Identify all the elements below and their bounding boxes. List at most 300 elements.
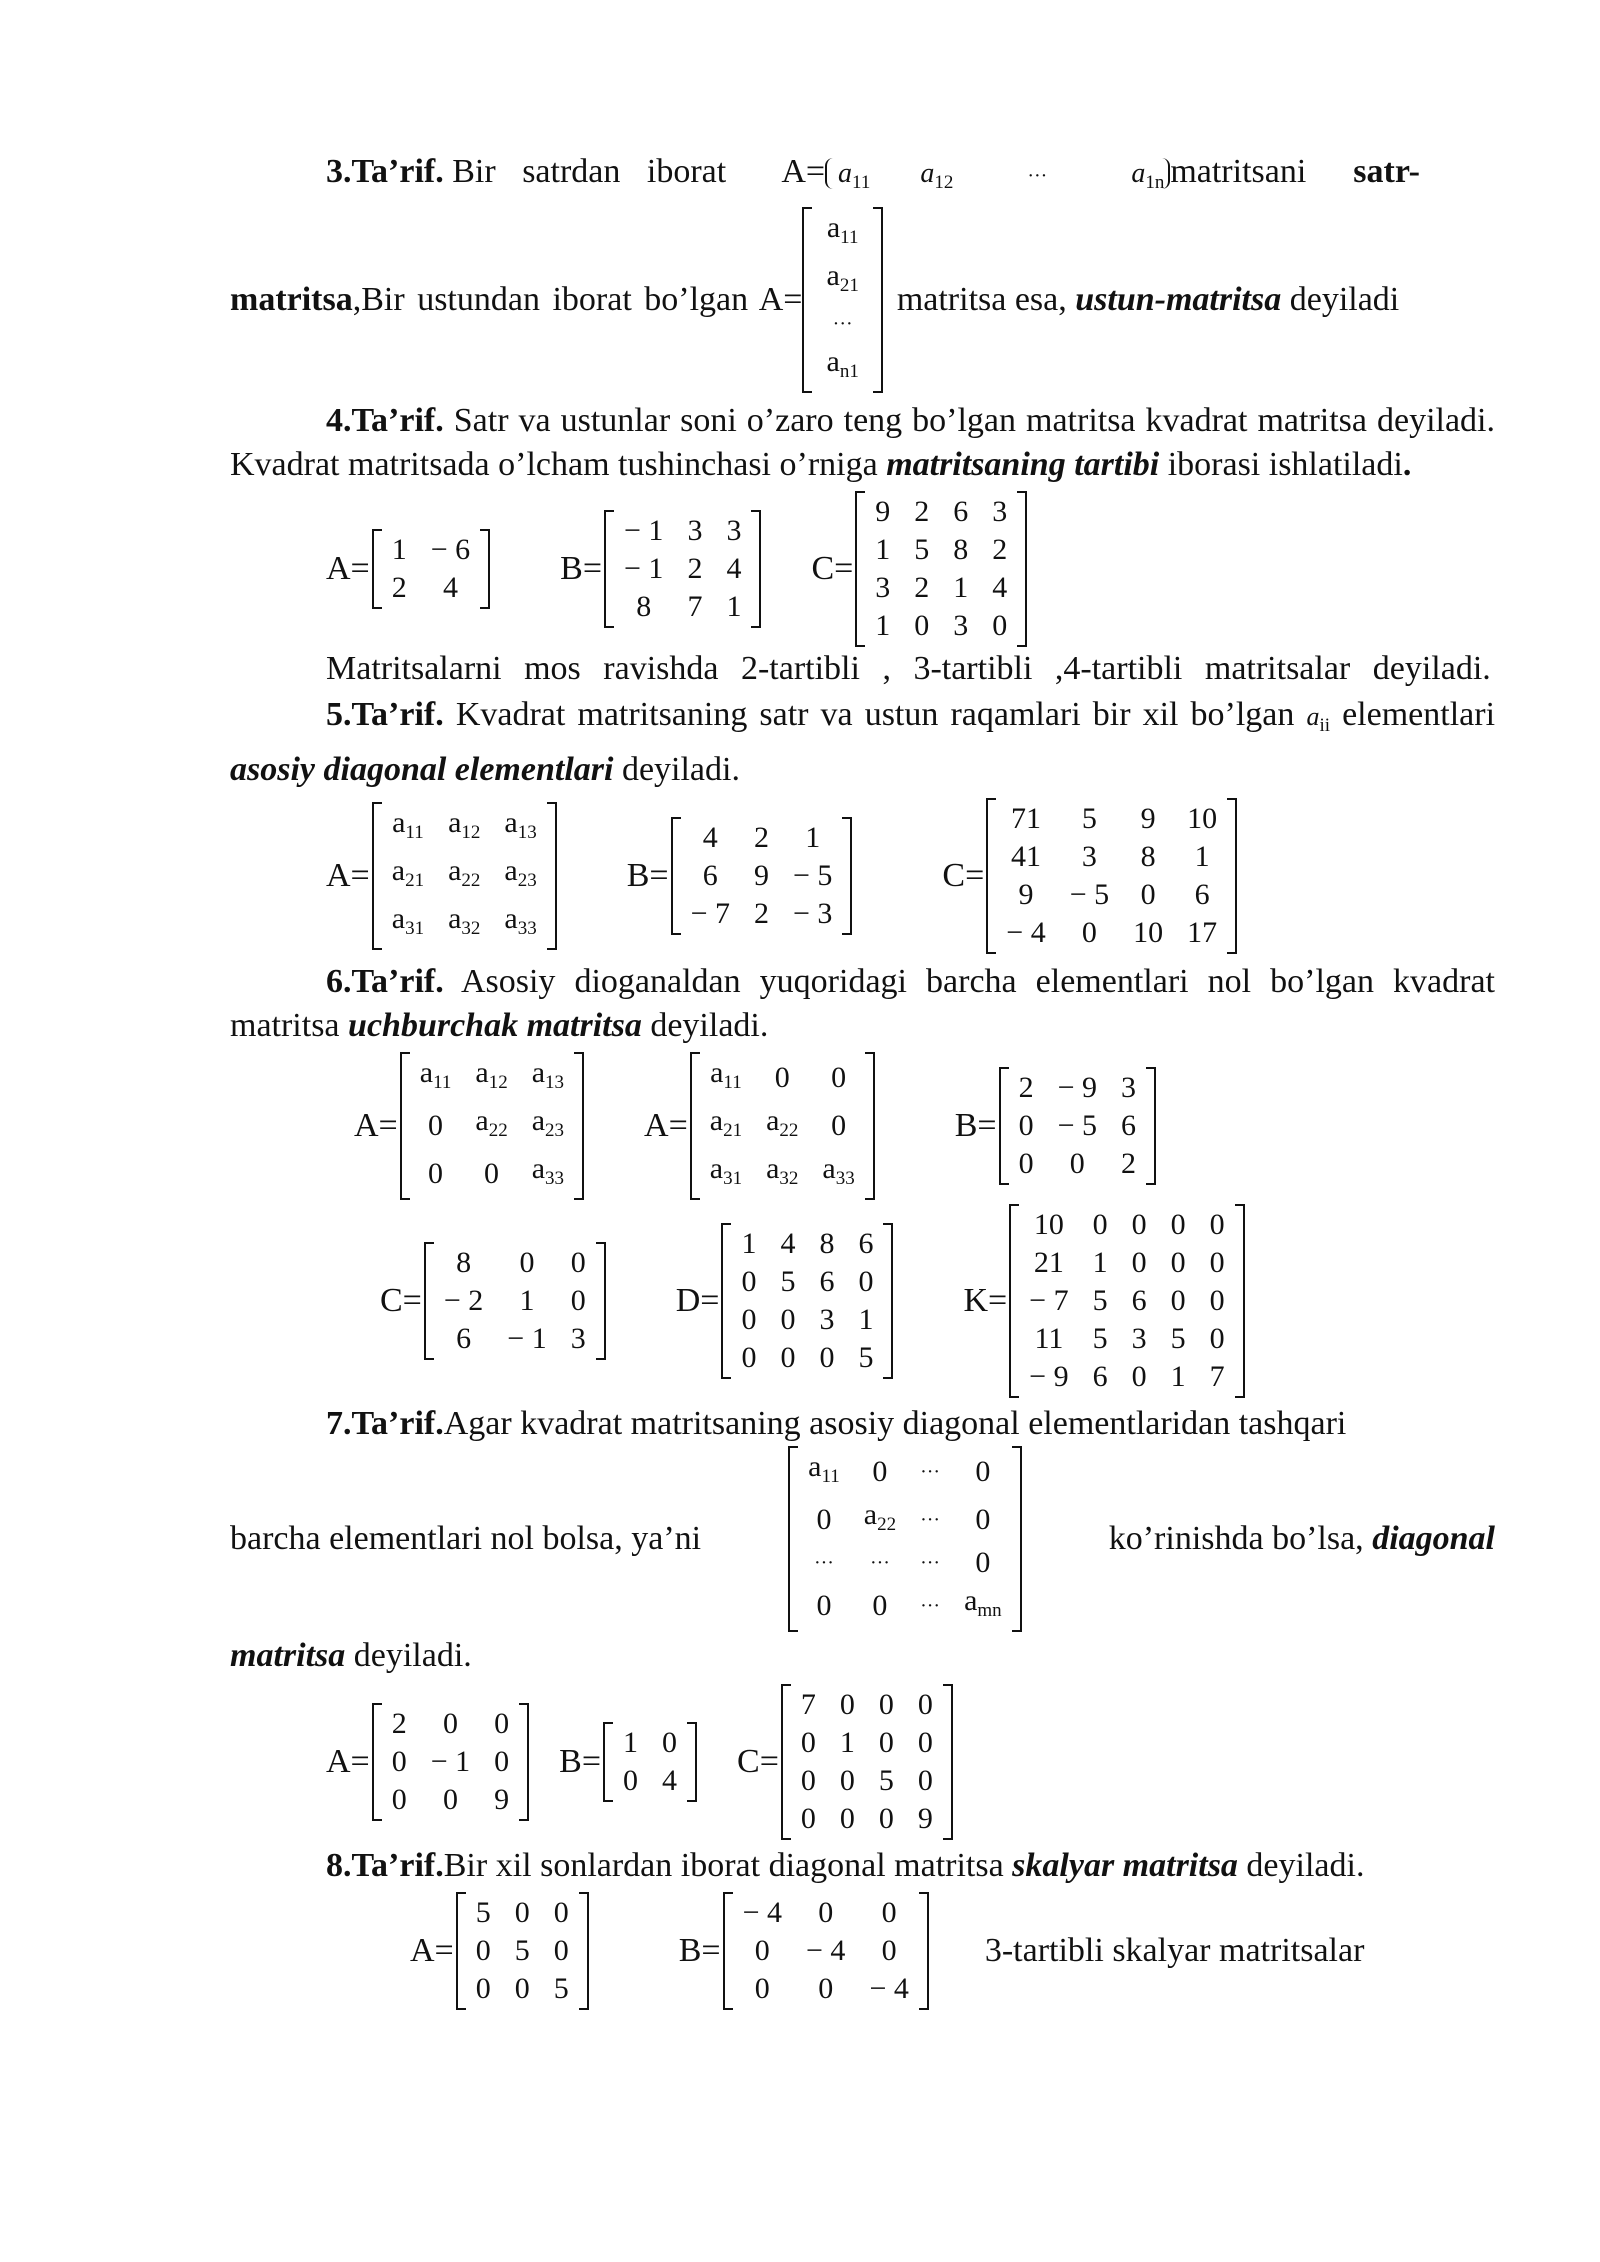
- matrix-B: [955, 1067, 1156, 1185]
- matrix-row: [611, 1724, 689, 1762]
- matrix-row: [796, 1496, 1014, 1544]
- definition-7-heading: 7.Ta’rif.: [326, 1405, 444, 1442]
- definition-3-term-rest: matritsa: [230, 281, 353, 318]
- matrix-cell: 6: [858, 1227, 874, 1260]
- matrix-row: [789, 1762, 945, 1800]
- matrix-cell: − 2: [443, 1284, 484, 1317]
- matrix-row: [1017, 1206, 1236, 1244]
- matrix-cell: 7: [687, 590, 703, 623]
- definition-7-examples: [326, 1684, 1495, 1840]
- matrix-cell: 1: [519, 1284, 535, 1317]
- definition-4-text: Satr va ustunlar soni o’zaro teng bo’lgan matritsa kvadrat matritsa deyiladi. Kvadrat matritsada o’lcham tushinchasi o’rniga: [230, 402, 1496, 483]
- matrix-cell: 2: [1018, 1071, 1034, 1104]
- matrix-C: [380, 1242, 606, 1360]
- definition-7-term: diagonal: [1372, 1520, 1495, 1557]
- matrix-body: [1017, 1206, 1236, 1396]
- definition-3-text: matritsani: [1170, 153, 1307, 190]
- matrix-row: [731, 1970, 921, 2008]
- matrix-cell: 3: [687, 514, 703, 547]
- definition-7-text: Agar kvadrat matritsaning asosiy diagonal elementlaridan tashqari: [443, 1405, 1347, 1442]
- matrix-cell: 6: [702, 859, 718, 892]
- matrix-row: [380, 1705, 521, 1743]
- matrix-cell: − 9: [1057, 1071, 1098, 1104]
- matrix-cell: $a_{22}$: [475, 1104, 508, 1141]
- matrix-body: [612, 512, 753, 626]
- matrix-cell: 6: [953, 495, 969, 528]
- matrix-body: [679, 819, 845, 933]
- matrix-row: [380, 900, 549, 948]
- matrix-cell: − 4: [806, 1934, 846, 1967]
- definition-7-text: deyiladi.: [353, 1637, 472, 1674]
- matrix-cell: 0: [818, 1896, 834, 1929]
- matrix-cell: $a_{11}$: [710, 1056, 742, 1093]
- matrix-row: [679, 819, 845, 857]
- matrix-cell: $a_{23}$: [531, 1104, 565, 1141]
- matrix-cell: 6: [819, 1265, 835, 1298]
- matrix-cell: 1: [623, 1726, 639, 1759]
- matrix-cell: 1: [391, 533, 407, 566]
- matrix-cell: 0: [839, 1764, 855, 1797]
- matrix-cell: $a_{23}$: [504, 854, 537, 891]
- matrix-row: [1017, 1358, 1236, 1396]
- definition-5-text: deyiladi.: [621, 751, 740, 788]
- matrix-A-lower: [644, 1052, 875, 1200]
- matrix-brackets: [372, 802, 557, 950]
- matrix-cell: 0: [570, 1284, 586, 1317]
- matrix-body: [1007, 1069, 1148, 1183]
- definition-6-examples-2: [380, 1204, 1495, 1398]
- matrix-cell: 0: [514, 1972, 530, 2005]
- matrix-cell: 0: [917, 1764, 933, 1797]
- matrix-cell: 0: [391, 1745, 407, 1778]
- matrix-row: [789, 1686, 945, 1724]
- matrix-cell: 0: [878, 1802, 894, 1835]
- matrix-cell: 0: [1140, 878, 1156, 911]
- matrix-A: [326, 1703, 529, 1821]
- matrix-cell: $a_{12}$: [448, 806, 481, 843]
- matrix-cell: ···: [920, 1509, 941, 1531]
- matrix-cell: − 3: [793, 897, 833, 930]
- definition-6-heading: 6.Ta’rif.: [326, 963, 444, 1000]
- matrix-cell: 0: [914, 609, 930, 642]
- matrix-row: [729, 1301, 885, 1339]
- definition-7-tail: [1109, 1517, 1495, 1561]
- definition-3-term: satr-: [1353, 153, 1421, 190]
- definition-8-term: skalyar matritsa: [1012, 1847, 1238, 1884]
- matrix-cell: $a_{33}$: [504, 902, 537, 939]
- matrix-body: [994, 800, 1229, 952]
- matrix-cell: 21: [1033, 1246, 1064, 1279]
- matrix-A: [326, 529, 490, 609]
- matrix-cell: 0: [514, 1896, 530, 1929]
- matrix-cell: 3: [819, 1303, 835, 1336]
- matrix-cell: 1: [875, 609, 891, 642]
- matrix-cell: $a_{13}$: [504, 806, 537, 843]
- matrix-label: B=: [559, 1743, 602, 1780]
- matrix-row: [612, 512, 753, 550]
- matrix-cell: 0: [839, 1802, 855, 1835]
- matrix-cell: 2: [914, 495, 930, 528]
- matrix-cell: 0: [1209, 1208, 1225, 1241]
- matrix-row: [729, 1225, 885, 1263]
- definition-5-examples: [326, 798, 1495, 954]
- definition-5-heading: 5.Ta’rif.: [326, 696, 444, 733]
- column-matrix-el: ···: [832, 313, 853, 335]
- matrix-label: C=: [380, 1282, 422, 1319]
- matrix-label: B=: [954, 1107, 997, 1144]
- definition-6-examples-1: [354, 1052, 1495, 1200]
- matrix-row: [729, 1339, 885, 1377]
- column-matrix-el: $a_{21}$: [826, 259, 859, 296]
- matrix-cell: 4: [442, 571, 458, 604]
- definition-3-line2: [230, 207, 1495, 393]
- matrix-row: [432, 1320, 598, 1358]
- matrix-cell: 0: [881, 1934, 897, 1967]
- matrix-cell: − 6: [430, 533, 471, 566]
- matrix-cell: 0: [741, 1303, 757, 1336]
- matrix-cell: 0: [741, 1265, 757, 1298]
- matrix-A-upper: [354, 1052, 584, 1200]
- matrix-cell: 2: [687, 552, 703, 585]
- matrix-cell: 4: [992, 571, 1008, 604]
- definition-5-text: Kvadrat matritsaning satr va ustun raqamlari bir xil bo’lgan: [455, 696, 1295, 733]
- matrix-cell: $a_{33}$: [822, 1152, 855, 1189]
- matrix-cell: $a_{33}$: [531, 1152, 565, 1189]
- definition-7-paragraph: [230, 1402, 1495, 1446]
- matrix-cell: 0: [754, 1934, 770, 1967]
- matrix-brackets: [855, 491, 1027, 647]
- matrix-cell: 0: [780, 1341, 796, 1374]
- matrix-D: [676, 1223, 894, 1379]
- matrix-cell: 2: [992, 533, 1008, 566]
- matrix-cell: 0: [1081, 916, 1097, 949]
- matrix-brackets: [788, 1446, 1022, 1632]
- matrix-cell: ···: [920, 1461, 941, 1483]
- definition-8-text: deyiladi.: [1246, 1847, 1365, 1884]
- matrix-row: [1017, 1282, 1236, 1320]
- matrix-cell: 4: [662, 1764, 678, 1797]
- matrix-cell: 0: [741, 1341, 757, 1374]
- matrix-cell: 0: [878, 1726, 894, 1759]
- matrix-cell: 0: [475, 1972, 491, 2005]
- matrix-cell: 1: [875, 533, 891, 566]
- row-matrix-el: $a_{11}$: [838, 158, 871, 193]
- matrix-cell: 0: [1018, 1147, 1034, 1180]
- matrix-cell: 0: [1131, 1360, 1147, 1393]
- matrix-cell: 0: [839, 1688, 855, 1721]
- matrix-cell: 0: [878, 1688, 894, 1721]
- row-matrix: [825, 158, 1170, 193]
- matrix-brackets: [671, 817, 853, 935]
- matrix-cell: ···: [813, 1552, 834, 1574]
- matrix-row: [789, 1724, 945, 1762]
- matrix-row: [1017, 1320, 1236, 1358]
- matrix-label: A=: [326, 857, 370, 894]
- definition-4-examples: [326, 491, 1495, 647]
- matrix-cell: 0: [475, 1934, 491, 1967]
- matrix-cell: 0: [1209, 1322, 1225, 1355]
- definition-3-text: Bir satrdan iborat: [452, 153, 727, 190]
- matrix-A: [326, 802, 557, 950]
- matrix-cell: 6: [1131, 1284, 1147, 1317]
- matrix-label: A=: [354, 1107, 398, 1144]
- definition-8-text: Bir xil sonlardan iborat diagonal matritsa: [443, 1847, 1004, 1884]
- matrix-brackets: [456, 1892, 589, 2010]
- matrix-cell: 0: [800, 1726, 816, 1759]
- matrix-cell: ···: [920, 1552, 941, 1574]
- matrix-cell: 1: [1194, 840, 1210, 873]
- matrix-cell: 5: [1081, 802, 1097, 835]
- matrix-body: [380, 804, 549, 948]
- definition-7-line2: [230, 1446, 1495, 1632]
- row-matrix-el: $a_{1n}$: [1131, 158, 1165, 193]
- matrix-label: A=: [644, 1107, 688, 1144]
- matrix-cell: 0: [553, 1896, 569, 1929]
- matrix-brackets: [986, 798, 1237, 954]
- matrix-cell: 9: [1140, 802, 1156, 835]
- matrix-row: [611, 1762, 689, 1800]
- matrix-cell: 11: [1034, 1322, 1064, 1355]
- matrix-row: [612, 588, 753, 626]
- definition-3-heading: 3.Ta’rif.: [326, 153, 444, 190]
- matrix-cell: 7: [800, 1688, 816, 1721]
- matrix-cell: 0: [881, 1896, 897, 1929]
- matrix-cell: 17: [1187, 916, 1218, 949]
- matrix-cell: 1: [858, 1303, 874, 1336]
- definition-4-paragraph: [230, 399, 1495, 487]
- matrix-cell: 0: [623, 1764, 639, 1797]
- matrix-row: [408, 1054, 576, 1102]
- matrix-brackets: [723, 1892, 929, 2010]
- matrix-brackets: [721, 1223, 893, 1379]
- matrix-cell: $a_{11}$: [392, 806, 424, 843]
- matrix-body: [464, 1894, 581, 2008]
- column-matrix-el: $a_{n1}$: [826, 345, 859, 382]
- matrix-cell: 71: [1010, 802, 1041, 835]
- matrix-brackets: [604, 510, 761, 628]
- matrix-cell: 2: [754, 897, 769, 930]
- matrix-row: [464, 1932, 581, 1970]
- matrix-body: [789, 1686, 945, 1838]
- row-matrix-el: $a_{12}$: [920, 158, 954, 193]
- matrix-cell: 2: [754, 821, 769, 854]
- matrix-cell: 0: [428, 1109, 444, 1142]
- matrix-cell: 9: [917, 1802, 933, 1835]
- matrix-cell: 0: [774, 1061, 790, 1094]
- matrix-cell: − 1: [430, 1745, 471, 1778]
- matrix-cell: 3: [953, 609, 969, 642]
- matrix-cell: − 9: [1029, 1360, 1069, 1393]
- matrix-cell: 0: [975, 1546, 991, 1579]
- matrix-B: [679, 1892, 929, 2010]
- matrix-row: [380, 531, 482, 569]
- matrix-cell: 0: [754, 1972, 770, 2005]
- matrix-row: [698, 1150, 867, 1198]
- definition-6-term: uchburchak matritsa: [348, 1007, 642, 1044]
- matrix-brackets: [400, 1052, 584, 1200]
- matrix-body: [380, 531, 482, 607]
- definition-5-text: elementlari: [1342, 696, 1496, 733]
- matrix-label: B=: [678, 1932, 721, 1969]
- definition-6-text: Asosiy dioganaldan yuqoridagi barcha elementlari nol bo’lgan kvadrat matritsa: [230, 963, 1496, 1044]
- definition-8-paragraph: [230, 1844, 1495, 1888]
- matrix-cell: 3: [1121, 1071, 1137, 1104]
- matrix-row: [863, 607, 1019, 645]
- definition-4-text: iborasi ishlatiladi: [1167, 446, 1403, 483]
- matrix-cell: 9: [1018, 878, 1034, 911]
- matrix-cell: $a_{32}$: [766, 1152, 799, 1189]
- matrix-label: C=: [737, 1743, 779, 1780]
- matrix-cell: 2: [391, 571, 407, 604]
- matrix-cell: 0: [831, 1061, 847, 1094]
- matrix-cell: 0: [1092, 1208, 1108, 1241]
- matrix-cell: − 4: [1006, 916, 1046, 949]
- matrix-cell: 0: [780, 1303, 796, 1336]
- matrix-cell: 1: [726, 590, 742, 623]
- document-page: [230, 150, 1495, 2010]
- matrix-cell: 4: [702, 821, 718, 854]
- matrix-row: [994, 800, 1229, 838]
- matrix-cell: 2: [1121, 1147, 1137, 1180]
- matrix-cell: 1: [805, 821, 821, 854]
- matrix-cell: 0: [975, 1455, 991, 1488]
- matrix-cell: 0: [1170, 1284, 1186, 1317]
- matrix-cell: 0: [1209, 1284, 1225, 1317]
- matrix-cell: 6: [1121, 1109, 1137, 1142]
- definition-6-text: deyiladi.: [650, 1007, 769, 1044]
- matrix-label: A=: [326, 1743, 370, 1780]
- matrix-cell: 1: [839, 1726, 855, 1759]
- matrix-cell: 7: [1209, 1360, 1225, 1393]
- matrix-brackets: [781, 1684, 953, 1840]
- matrix-cell: 0: [872, 1589, 888, 1622]
- matrix-cell: $a_{31}$: [391, 902, 425, 939]
- matrix-cell: $a_{11}$: [808, 1450, 840, 1487]
- matrix-row: [698, 1054, 867, 1102]
- matrix-row: [408, 1150, 576, 1198]
- matrix-cell: 0: [816, 1503, 832, 1536]
- matrix-label: B=: [560, 550, 603, 587]
- matrix-row: [679, 857, 845, 895]
- matrix-label: C=: [811, 550, 854, 587]
- matrix-cell: 0: [858, 1265, 874, 1298]
- matrix-cell: 3: [1131, 1322, 1147, 1355]
- matrix-cell: − 4: [742, 1896, 783, 1929]
- matrix-cell: 5: [1092, 1284, 1108, 1317]
- matrix-cell: 8: [819, 1227, 835, 1260]
- definition-6-paragraph: [230, 960, 1495, 1048]
- matrix-brackets: [372, 1703, 529, 1821]
- matrix-cell: 4: [780, 1227, 796, 1260]
- matrix-cell: 0: [975, 1503, 991, 1536]
- definition-4-term: matritsaning tartibi: [886, 446, 1160, 483]
- matrix-row: [796, 1582, 1014, 1630]
- matrix-cell: 0: [519, 1246, 535, 1279]
- column-matrix: [802, 207, 882, 393]
- matrix-body: [863, 493, 1019, 645]
- matrix-row: [863, 493, 1019, 531]
- definition-3-text: matritsa esa,: [896, 281, 1067, 318]
- matrix-cell: 5: [858, 1341, 874, 1374]
- matrix-cell: $a_{mn}$: [964, 1584, 1002, 1621]
- matrix-cell: 0: [1209, 1246, 1225, 1279]
- matrix-cell: − 7: [1029, 1284, 1069, 1317]
- matrix-brackets: [424, 1242, 606, 1360]
- matrix-cell: − 5: [1069, 878, 1110, 911]
- matrix-cell: 0: [428, 1157, 444, 1190]
- matrix-cell: 0: [872, 1455, 888, 1488]
- matrix-cell: 3: [875, 571, 891, 604]
- matrix-row: [1007, 1145, 1148, 1183]
- matrix-cell: 41: [1010, 840, 1041, 873]
- matrix-cell: $a_{21}$: [391, 854, 425, 891]
- aii-symbol: $a_{ii}$: [1306, 702, 1331, 736]
- matrix-cell: 0: [570, 1246, 586, 1279]
- matrix-cell: − 1: [624, 552, 664, 585]
- matrix-cell: 0: [992, 609, 1008, 642]
- matrix-cell: 3: [726, 514, 742, 547]
- matrix-body: [380, 1705, 521, 1819]
- matrix-cell: 0: [442, 1707, 458, 1740]
- matrix-cell: − 5: [793, 859, 833, 892]
- matrix-row: [380, 804, 549, 852]
- general-diagonal-matrix: [788, 1446, 1022, 1632]
- matrix-body: [432, 1244, 598, 1358]
- matrix-C: [811, 491, 1027, 647]
- matrix-row: [731, 1894, 921, 1932]
- row-matrix-label: A=: [781, 153, 826, 190]
- matrix-cell: 5: [914, 533, 930, 566]
- matrix-cell: 10: [1187, 802, 1218, 835]
- definition-7-line3: [230, 1634, 1495, 1678]
- matrix-row: [432, 1244, 598, 1282]
- definition-4-dot: .: [1402, 446, 1412, 483]
- matrix-row: [380, 1781, 521, 1819]
- matrix-cell: 0: [1131, 1246, 1147, 1279]
- matrix-cell: 5: [878, 1764, 894, 1797]
- matrix-cell: 5: [1170, 1322, 1186, 1355]
- matrix-cell: $a_{32}$: [448, 902, 481, 939]
- matrix-cell: 5: [553, 1972, 569, 2005]
- matrix-cell: $a_{22}$: [863, 1498, 897, 1535]
- matrix-cell: 8: [953, 533, 969, 566]
- matrix-brackets: [603, 1722, 697, 1802]
- matrix-cell: 0: [391, 1783, 407, 1816]
- matrix-cell: 0: [917, 1726, 933, 1759]
- matrix-cell: 5: [475, 1896, 491, 1929]
- definition-4-note: Matritsalarni mos ravishda 2-tartibli , 3-tartibli ,4-tartibli matritsalar deyiladi.: [326, 650, 1491, 687]
- matrix-cell: 3: [992, 495, 1008, 528]
- matrix-body: [731, 1894, 921, 2008]
- matrix-cell: $a_{11}$: [419, 1056, 452, 1093]
- matrix-cell: ···: [920, 1595, 941, 1617]
- matrix-body: [796, 1448, 1014, 1630]
- matrix-cell: $a_{22}$: [766, 1104, 799, 1141]
- matrix-cell: 0: [484, 1157, 500, 1190]
- row-matrix-el: ···: [1027, 165, 1048, 187]
- matrix-B: [560, 510, 761, 628]
- matrix-A: [410, 1892, 589, 2010]
- definition-3-text: deyiladi: [1289, 281, 1400, 318]
- definition-3-term2: ustun-matritsa: [1075, 281, 1282, 318]
- matrix-row: [789, 1800, 945, 1838]
- matrix-body: [698, 1054, 867, 1198]
- matrix-row: [698, 1102, 867, 1150]
- matrix-row: [1007, 1069, 1148, 1107]
- matrix-row: [432, 1282, 598, 1320]
- matrix-cell: 0: [1069, 1147, 1085, 1180]
- matrix-brackets: [1009, 1204, 1244, 1398]
